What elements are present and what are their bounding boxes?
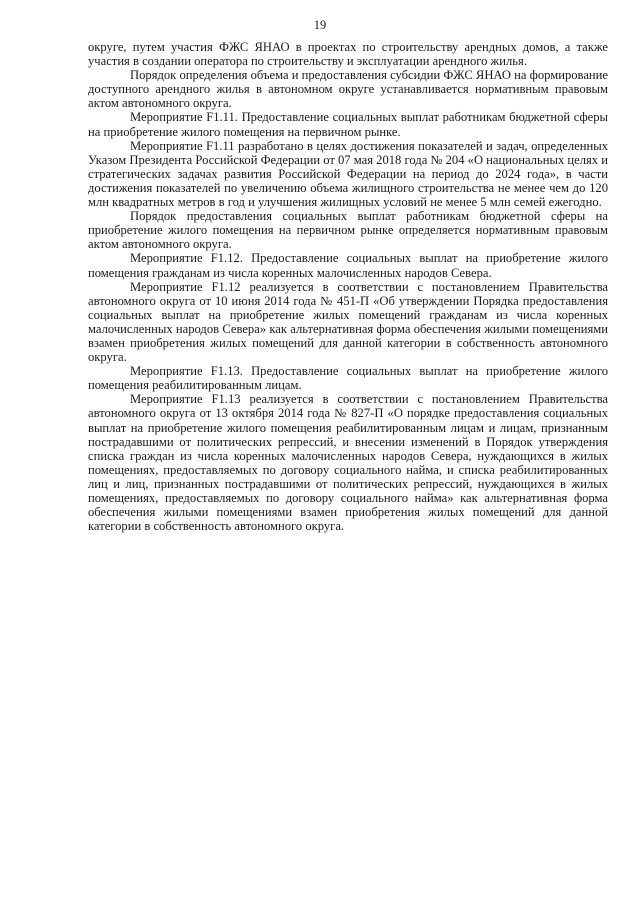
paragraph-measure-f1-11-body: Мероприятие F1.11 разработано в целях достижения показателей и задач, определенных Указом Президента Российской Федерации от 07 мая 2018 года № 204 «О национальных целях и стратегических задачах развития Российской Федерации на период до 2024 года», в части достижения показателей по увеличению объема жилищного строительства не менее чем до 120 млн квадратных метров в год и улучшения жилищных условий не менее 5 млн семей ежегодно.	[88, 138, 608, 210]
paragraph-continuation: округе, путем участия ФЖС ЯНАО в проектах по строительству арендных домов, а также участия в создании оператора по строительству и эксплуатации арендного жилья.	[88, 40, 608, 69]
paragraph-subsidy-procedure: Порядок определения объема и предоставления субсидии ФЖС ЯНАО на формирование доступного арендного жилья в автономном округе устанавливается нормативным правовым актом автономного округа.	[88, 68, 608, 111]
paragraph-measure-f1-12-body: Мероприятие F1.12 реализуется в соответствии с постановлением Правительства автономного округа от 10 июня 2014 года № 451-П «Об утверждении Порядка предоставления социальных выплат на приобретение жилых помещений гражданам из числа коренных малочисленных народов Севера» как альтернативная форма обеспечения жилыми помещениями взамен приобретения жилых помещений для данной категории в собственность автономного округа.	[88, 279, 608, 365]
paragraph-payment-procedure: Порядок предоставления социальных выплат работникам бюджетной сферы на приобретение жилого помещения на первичном рынке определяется нормативным правовым актом автономного округа.	[88, 209, 608, 252]
paragraph-measure-f1-11-title: Мероприятие F1.11. Предоставление социальных выплат работникам бюджетной сферы на приобретение жилого помещения на первичном рынке.	[88, 110, 608, 139]
paragraph-measure-f1-13-title: Мероприятие F1.13. Предоставление социальных выплат на приобретение жилого помещения реабилитированным лицам.	[88, 364, 608, 393]
body-text	[88, 40, 608, 533]
page-number: 19	[313, 18, 327, 32]
paragraph-measure-f1-12-title: Мероприятие F1.12. Предоставление социальных выплат на приобретение жилого помещения гражданам из числа коренных малочисленных народов Севера.	[88, 251, 608, 280]
paragraph-measure-f1-13-body: Мероприятие F1.13 реализуется в соответствии с постановлением Правительства автономного округа от 13 октября 2014 года № 827-П «О порядке предоставления социальных выплат на приобретение жилого помещения реабилитированным лицам и лицам, признанным пострадавшими от политических репрессий, и внесении изменений в Порядок утверждения списка граждан из числа коренных малочисленных народов Севера, нуждающихся в жилых помещениях, предоставляемых по договору социального найма, и списка реабилитированных лиц и лиц, признанных пострадавшими от политических репрессий, нуждающихся в жилых помещениях, предоставляемых по договору социального найма» как альтернативная форма обеспечения жилыми помещениями взамен приобретения жилых помещений для данной категории в собственность автономного округа.	[88, 392, 608, 534]
